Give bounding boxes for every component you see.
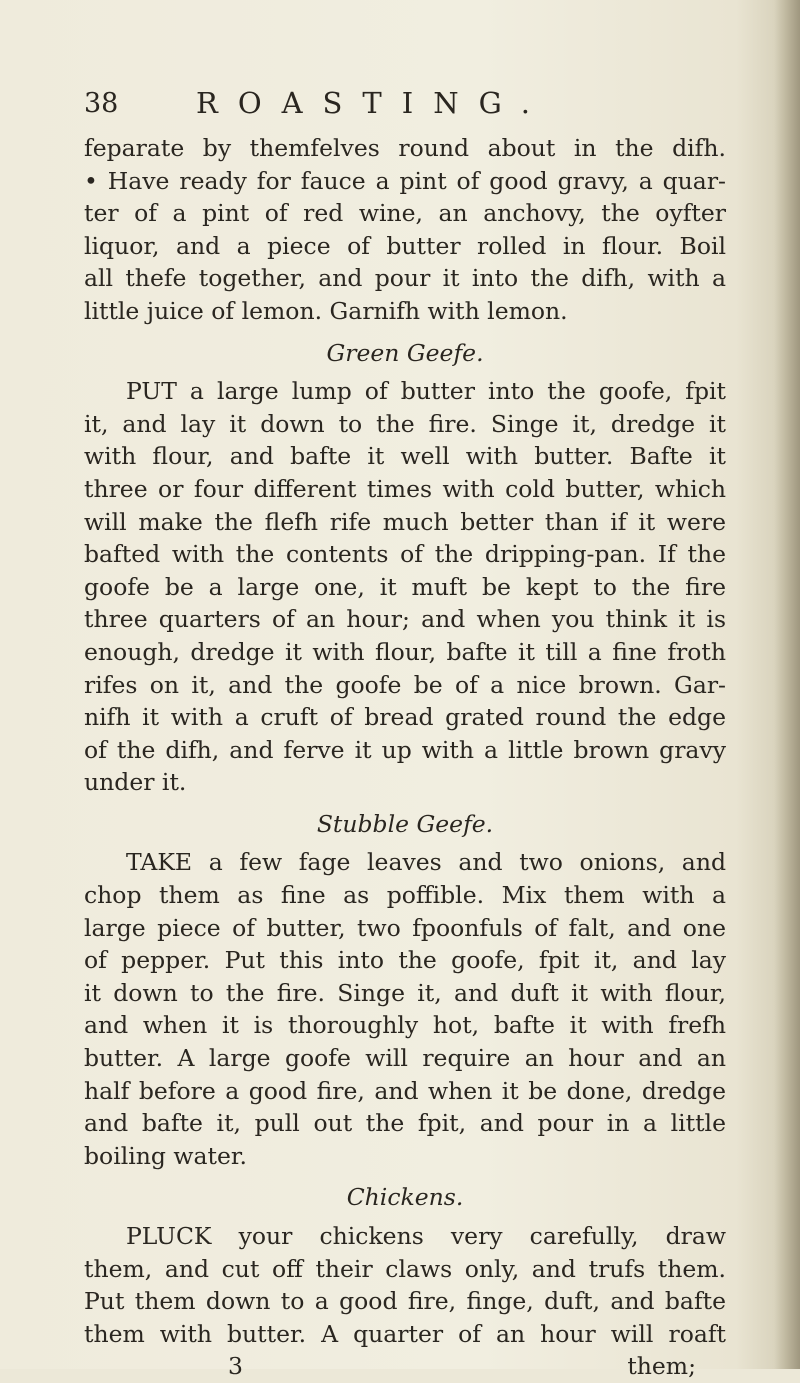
text-line: them, and cut off their claws only, and trufs them. xyxy=(84,1254,726,1283)
page-number: 38 xyxy=(84,88,119,119)
running-head xyxy=(84,86,726,132)
paragraph-green-geese xyxy=(84,375,726,799)
text-line: goofe be a large one, it muft be kept to the fire xyxy=(84,572,726,601)
text-line: boiling water. xyxy=(84,1141,247,1170)
paragraph-chickens xyxy=(84,1220,726,1350)
text-line: Put them down to a good fire, finge, duft, and bafte xyxy=(84,1287,726,1316)
page-content xyxy=(84,86,726,1382)
text-line: three quarters of an hour; and when you think it is xyxy=(84,605,726,634)
text-line: nifh it with a cruft of bread grated round the edge xyxy=(84,703,726,732)
text-line: butter. A large goofe will require an hour and an xyxy=(84,1044,726,1073)
text-line: it down to the fire. Singe it, and duft it with flour, xyxy=(84,978,726,1007)
text-line: • Have ready for fauce a pint of good gravy, a quar- xyxy=(84,166,726,195)
signature-mark: 3 xyxy=(228,1352,243,1381)
text-line: them with butter. A quarter of an hour will roaft xyxy=(84,1319,726,1348)
text-line: and when it is thoroughly hot, bafte it with frefh xyxy=(84,1011,726,1040)
text-line: large piece of butter, two fpoonfuls of falt, and one xyxy=(84,913,726,942)
text-line: under it. xyxy=(84,768,187,797)
text-line: all thefe together, and pour it into the difh, with a xyxy=(84,264,726,293)
text-line: chop them as fine as poffible. Mix them with a xyxy=(84,881,726,910)
section-heading-chickens: Chickens. xyxy=(346,1183,464,1212)
running-head-title: ROASTING. xyxy=(196,86,550,120)
text-line: of pepper. Put this into the goofe, fpit it, and lay xyxy=(84,946,726,975)
intro-paragraph xyxy=(84,132,726,328)
text-line: PLUCK your chickens very carefully, draw xyxy=(126,1222,726,1250)
text-line: will make the flefh rife much better than if it were xyxy=(84,507,726,536)
section-heading-stubble-geese: Stubble Geefe. xyxy=(316,809,494,838)
page-edge-shadow xyxy=(774,0,800,1369)
text-line: and bafte it, pull out the fpit, and pour in a little xyxy=(84,1109,726,1138)
text-line: rifes on it, and the goofe be of a nice brown. Gar- xyxy=(84,670,726,699)
text-line: enough, dredge it with flour, bafte it till a fine froth xyxy=(84,637,726,666)
page-footer xyxy=(84,1350,726,1382)
text-line: PUT a large lump of butter into the goofe, fpit xyxy=(126,377,726,406)
text-line: three or four different times with cold butter, which xyxy=(84,474,726,503)
text-line: it, and lay it down to the fire. Singe it, dredge it xyxy=(84,409,726,438)
text-line: half before a good fire, and when it be done, dredge xyxy=(84,1076,726,1105)
text-line: liquor, and a piece of butter rolled in flour. Boil xyxy=(84,231,726,260)
text-line: ter of a pint of red wine, an anchovy, the oyfter xyxy=(84,199,726,228)
text-line: TAKE a few fage leaves and two onions, and xyxy=(126,848,726,877)
section-heading-green-geese: Green Geefe. xyxy=(326,338,484,367)
paragraph-stubble-geese xyxy=(84,846,726,1172)
text-line: bafted with the contents of the dripping-pan. If the xyxy=(84,540,726,569)
text-line: with flour, and bafte it well with butter. Bafte it xyxy=(84,442,726,471)
text-line: little juice of lemon. Garnifh with lemon. xyxy=(84,296,568,325)
catchword: them; xyxy=(627,1352,696,1381)
text-line: feparate by themfelves round about in the difh. xyxy=(84,134,726,162)
text-line: of the difh, and ferve it up with a little brown gravy xyxy=(84,735,726,764)
